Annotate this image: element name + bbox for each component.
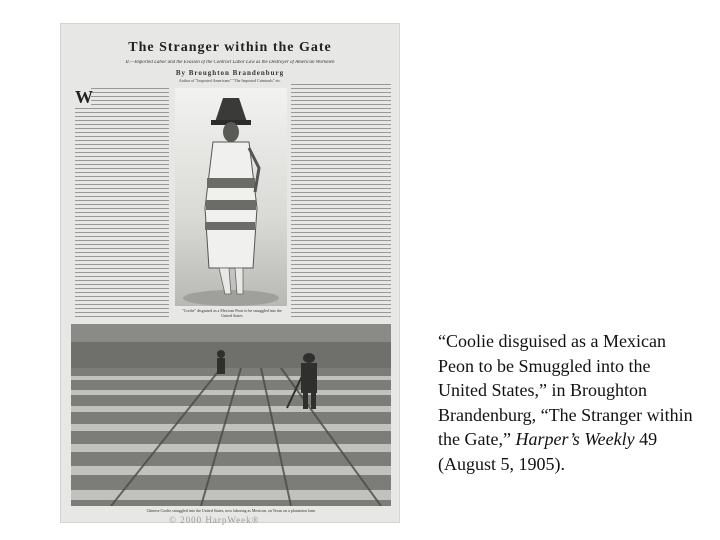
citation-text: “Coolie disguised as a Mexican Peon to be Smuggled into the United States,” in Broughton Brandenburg, “The Stranger within the Gate,” [438, 331, 693, 449]
article-byline: By Broughton Brandenburg [175, 69, 285, 77]
article-byline-note: Author of "Imported Americans" "The Imported Criminals" etc. [178, 78, 282, 83]
field-caption: Chinese Coolie smuggled into the United States, now laboring as Mexican, on Texas on a plantation farm [146, 508, 316, 513]
article-text-column-right [291, 84, 391, 319]
field-photo [71, 324, 391, 506]
article-text-column-left [75, 88, 169, 318]
article-subtitle: II.—Imported Labor and the Evasion of the Contract Labor Law as the Destroyer of American Workmen [125, 60, 335, 65]
field-illustration [71, 324, 391, 506]
article-title: The Stranger within the Gate [128, 40, 332, 55]
portrait-figure-illustration [175, 88, 287, 306]
drop-cap: W [75, 87, 93, 107]
citation-volume-date: 49 (August 5, 1905). [438, 429, 658, 474]
citation-caption [438, 329, 703, 476]
portrait-photo [175, 88, 287, 306]
citation-journal: Harper’s Weekly [515, 429, 635, 449]
portrait-caption: "Coolie" disguised as a Mexican Peon to be smuggled into the United States [182, 308, 282, 318]
harpweek-watermark: © 2000 HarpWeek® [169, 515, 260, 525]
magazine-page-scan [60, 23, 400, 523]
